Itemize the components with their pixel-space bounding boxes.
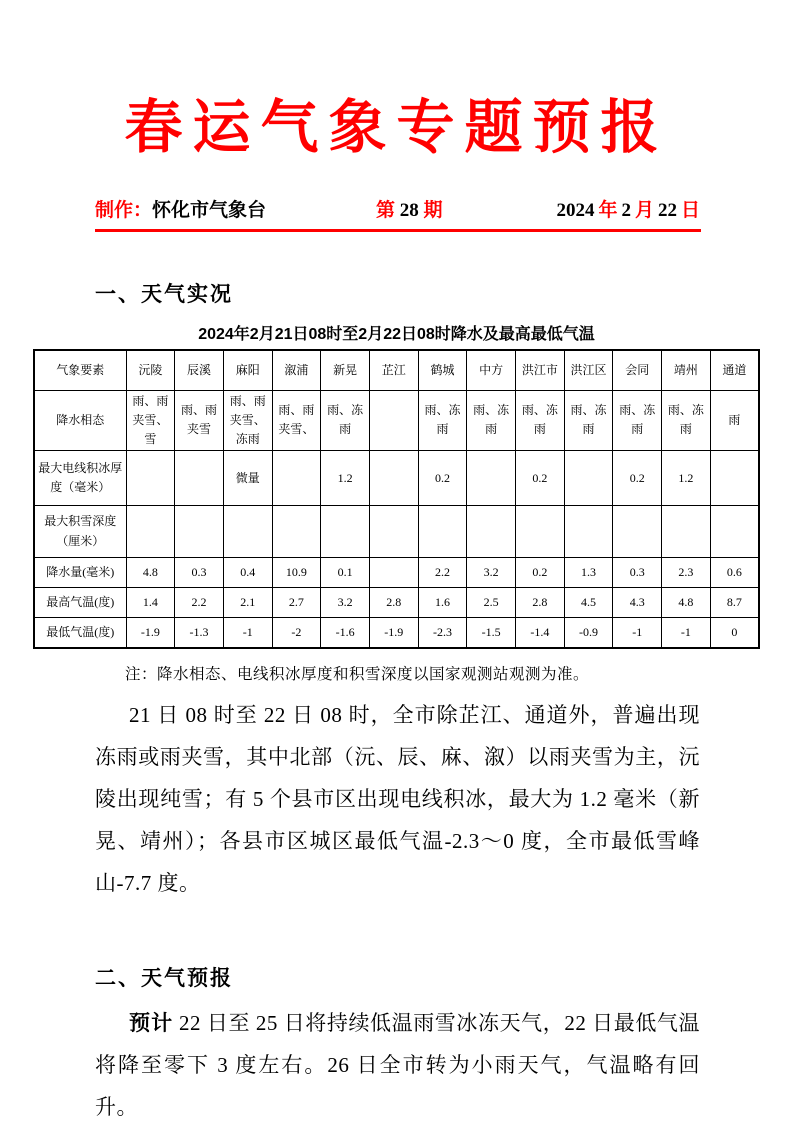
table-cell: 1.4 — [126, 588, 175, 618]
date-day: 22 — [657, 200, 677, 222]
table-cell — [710, 506, 759, 558]
table-cell: 0.3 — [613, 558, 662, 588]
table-row — [34, 390, 759, 451]
table-cell: 雨、冻雨 — [662, 390, 711, 451]
issue-no: 28 — [399, 200, 419, 222]
table-cell: 0.2 — [516, 451, 565, 506]
table-cell — [613, 506, 662, 558]
table-cell: 4.5 — [564, 588, 613, 618]
table-cell: 8.7 — [710, 588, 759, 618]
table-cell: 3.2 — [467, 558, 516, 588]
table-cell: 0.2 — [613, 451, 662, 506]
table-cell — [223, 506, 272, 558]
table-cell: 雨、冻雨 — [418, 390, 467, 451]
table-row — [34, 451, 759, 506]
table-cell: 0.3 — [175, 558, 224, 588]
table-cell: -1.5 — [467, 618, 516, 648]
table-cell: 2.2 — [418, 558, 467, 588]
table-cell: 4.8 — [662, 588, 711, 618]
table-cell — [418, 506, 467, 558]
row-label: 最大积雪深度（厘米） — [34, 506, 126, 558]
table-cell: 雨、冻雨 — [613, 390, 662, 451]
col-header-metric: 气象要素 — [34, 350, 126, 390]
section2-paragraph — [95, 1002, 700, 1122]
table-cell: 4.8 — [126, 558, 175, 588]
table-cell: 2.8 — [516, 588, 565, 618]
col-header-station: 沅陵 — [126, 350, 175, 390]
table-row — [34, 506, 759, 558]
table-cell — [126, 506, 175, 558]
row-label: 最大电线积冰厚度（毫米） — [34, 451, 126, 506]
col-header-station: 靖州 — [662, 350, 711, 390]
table-cell — [516, 506, 565, 558]
producer-name: 怀化市气象台 — [152, 200, 267, 222]
table-cell: -1 — [613, 618, 662, 648]
col-header-station: 通道 — [710, 350, 759, 390]
table-cell: 雨、雨夹雪 — [175, 390, 224, 451]
table-cell — [564, 451, 613, 506]
table-cell: 微量 — [223, 451, 272, 506]
forecast-text: 22 日至 25 日将持续低温雨雪冰冻天气，22 日最低气温将降至零下 3 度左右。26 日全市转为小雨天气，气温略有回升。 — [95, 1010, 701, 1119]
col-header-station: 中方 — [467, 350, 516, 390]
table-cell: 2.5 — [467, 588, 516, 618]
masthead-meta — [95, 195, 700, 222]
producer — [95, 195, 266, 222]
table-cell: 雨、雨夹雪、雪 — [126, 390, 175, 451]
table-cell: -2.3 — [418, 618, 467, 648]
table-cell: 雨、雨夹雪、冻雨 — [223, 390, 272, 451]
col-header-station: 洪江市 — [516, 350, 565, 390]
weather-table-title: 2024年2月21日08时至2月22日08时降水及最高最低气温 — [198, 326, 595, 344]
table-cell — [564, 506, 613, 558]
row-label: 降水量(毫米) — [34, 558, 126, 588]
col-header-station: 辰溪 — [175, 350, 224, 390]
table-cell — [662, 506, 711, 558]
table-cell: 10.9 — [272, 558, 321, 588]
table-cell — [710, 451, 759, 506]
table-cell: 1.3 — [564, 558, 613, 588]
issue-number — [376, 195, 443, 222]
table-row — [34, 558, 759, 588]
table-cell: -0.9 — [564, 618, 613, 648]
issue-suffix: 期 — [423, 200, 443, 222]
table-cell: -1.3 — [175, 618, 224, 648]
row-label: 最低气温(度) — [34, 618, 126, 648]
table-cell: 2.3 — [662, 558, 711, 588]
table-cell: -1 — [662, 618, 711, 648]
table-cell: 2.2 — [175, 588, 224, 618]
table-cell: 雨、雨夹雪、 — [272, 390, 321, 451]
table-cell — [272, 451, 321, 506]
table-cell: 雨、冻雨 — [516, 390, 565, 451]
table-cell: 2.7 — [272, 588, 321, 618]
date-year-unit: 年 — [598, 200, 618, 222]
table-cell: 2.1 — [223, 588, 272, 618]
table-cell: 0.1 — [321, 558, 370, 588]
table-cell — [369, 506, 418, 558]
table-cell: 雨、冻雨 — [321, 390, 370, 451]
table-cell: -1.9 — [369, 618, 418, 648]
col-header-station: 溆浦 — [272, 350, 321, 390]
table-cell: 1.2 — [321, 451, 370, 506]
red-divider — [95, 229, 701, 232]
table-cell — [321, 506, 370, 558]
col-header-station: 会同 — [613, 350, 662, 390]
table-cell — [272, 506, 321, 558]
table-cell: -1.9 — [126, 618, 175, 648]
forecast-lead: 预计 — [129, 1010, 174, 1035]
date-year: 2024 — [556, 200, 595, 222]
table-cell: 1.6 — [418, 588, 467, 618]
doc-title: 春运气象专题预报 — [124, 93, 669, 161]
table-row — [34, 618, 759, 648]
table-cell — [369, 558, 418, 588]
table-row — [34, 588, 759, 618]
table-cell: 2.8 — [369, 588, 418, 618]
col-header-station: 新晃 — [321, 350, 370, 390]
col-header-station: 洪江区 — [564, 350, 613, 390]
table-cell — [467, 451, 516, 506]
table-cell — [126, 451, 175, 506]
section2-heading: 二、天气预报 — [95, 966, 233, 990]
date-day-unit: 日 — [680, 200, 700, 222]
table-cell: 1.2 — [662, 451, 711, 506]
table-cell — [175, 451, 224, 506]
table-cell — [369, 390, 418, 451]
table-cell: 3.2 — [321, 588, 370, 618]
table-cell: 0.2 — [418, 451, 467, 506]
weather-table — [33, 349, 760, 649]
row-label: 最高气温(度) — [34, 588, 126, 618]
section1-heading: 一、天气实况 — [95, 283, 233, 307]
col-header-station: 鹤城 — [418, 350, 467, 390]
producer-label: 制作： — [95, 200, 153, 222]
table-cell: 0 — [710, 618, 759, 648]
col-header-station: 芷江 — [369, 350, 418, 390]
table-cell: 雨、冻雨 — [564, 390, 613, 451]
table-cell: 0.2 — [516, 558, 565, 588]
table-cell — [175, 506, 224, 558]
issue-date — [552, 195, 700, 222]
table-header-row — [34, 350, 759, 390]
table-cell: -1.4 — [516, 618, 565, 648]
table-cell: -2 — [272, 618, 321, 648]
table-cell — [467, 506, 516, 558]
date-month: 2 — [621, 200, 631, 222]
date-month-unit: 月 — [634, 200, 654, 222]
row-label: 降水相态 — [34, 390, 126, 451]
table-cell — [369, 451, 418, 506]
issue-prefix: 第 — [375, 200, 395, 222]
table-cell: 0.4 — [223, 558, 272, 588]
table-cell: -1.6 — [321, 618, 370, 648]
table-cell: 雨 — [710, 390, 759, 451]
table-cell: 雨、冻雨 — [467, 390, 516, 451]
table-note: 注：降水相态、电线积冰厚度和积雪深度以国家观测站观测为准。 — [125, 665, 590, 683]
table-cell: 0.6 — [710, 558, 759, 588]
section1-paragraph: 21 日 08 时至 22 日 08 时，全市除芷江、通道外，普遍出现冻雨或雨夹雪，其中北部（沅、辰、麻、溆）以雨夹雪为主，沅陵出现纯雪；有 5 个县市区出现电线积冰，最大为 1.2 毫米（新晃、靖州）；各县市区城区最低气温-2.3～0 度，全市最低雪峰山-7.7 度。 — [95, 702, 700, 895]
col-header-station: 麻阳 — [223, 350, 272, 390]
table-cell: -1 — [223, 618, 272, 648]
table-cell: 4.3 — [613, 588, 662, 618]
